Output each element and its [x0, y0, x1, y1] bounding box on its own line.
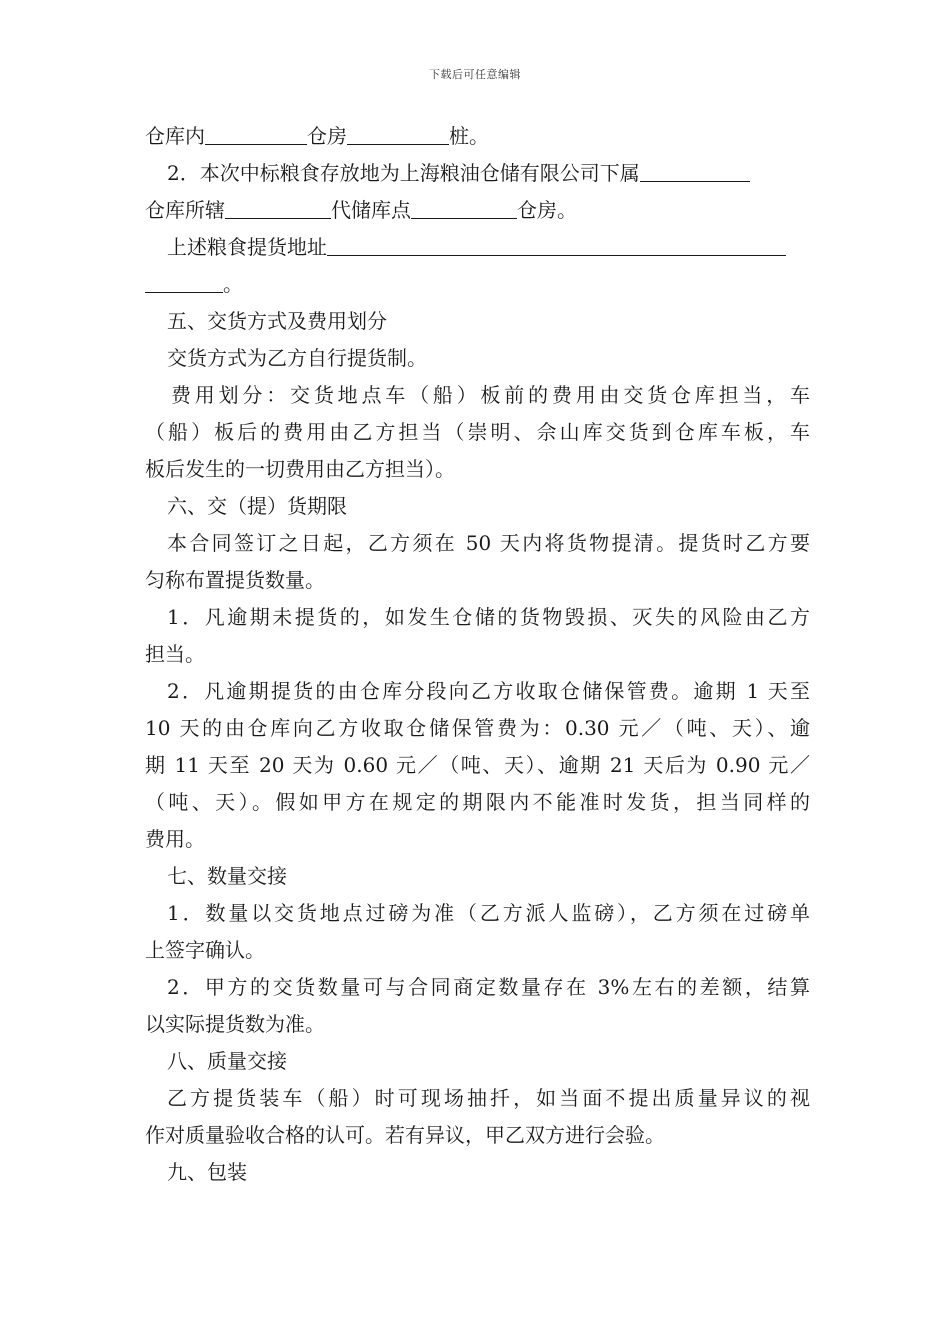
paragraph-line: 期 11 天至 20 天为 0.60 元／（吨、天）、逾期 21 天后为 0.90 元／ [145, 753, 810, 777]
page-header-note: 下载后可任意编辑 [429, 68, 521, 81]
line-text: 。 [223, 272, 243, 296]
paragraph-line: 交货方式为乙方自行提货制。 [167, 346, 427, 370]
paragraph-line: 乙方提货装车（船）时可现场抽扦，如当面不提出质量异议的视 [167, 1086, 810, 1110]
line-text: 代储库点 [331, 198, 411, 222]
paragraph-line: 2．凡逾期提货的由仓库分段向乙方收取仓储保管费。逾期 1 天至 [167, 679, 810, 703]
line-text: 上述粮食提货地址 [167, 235, 327, 259]
fill-blank[interactable] [205, 120, 307, 145]
paragraph-line: 作对质量验收合格的认可。若有异议，甲乙双方进行会验。 [145, 1123, 665, 1147]
section-heading: 七、数量交接 [167, 864, 287, 888]
paragraph-line: （船）板后的费用由乙方担当（崇明、佘山库交货到仓库车板，车 [145, 420, 810, 444]
line-text: 仓库内 [145, 124, 205, 148]
fill-blank[interactable] [145, 268, 223, 293]
paragraph-line: 2．甲方的交货数量可与合同商定数量存在 3%左右的差额，结算 [167, 975, 810, 999]
paragraph-line: 板后发生的一切费用由乙方担当）。 [145, 457, 455, 481]
paragraph-line [145, 155, 810, 192]
paragraph-line: 本合同签订之日起，乙方须在 50 天内将货物提清。提货时乙方要 [167, 531, 810, 555]
paragraph-line [145, 229, 810, 266]
fill-blank[interactable] [640, 157, 750, 182]
paragraph-line: 1．凡逾期未提货的，如发生仓储的货物毁损、灭失的风险由乙方 [167, 605, 810, 629]
paragraph-line: 以实际提货数为准。 [145, 1012, 325, 1036]
fill-blank[interactable] [411, 194, 517, 219]
fill-blank[interactable] [327, 231, 786, 256]
paragraph-line: 1．数量以交货地点过磅为准（乙方派人监磅），乙方须在过磅单 [167, 901, 810, 925]
paragraph-line: 匀称布置提货数量。 [145, 568, 325, 592]
paragraph-line: 费用。 [145, 827, 205, 851]
fill-blank[interactable] [225, 194, 331, 219]
paragraph-line [145, 118, 810, 155]
section-heading: 九、包装 [167, 1160, 247, 1184]
paragraph-line [145, 192, 810, 229]
line-text: 2．本次中标粮食存放地为上海粮油仓储有限公司下属 [167, 161, 640, 185]
paragraph-line: 10 天的由仓库向乙方收取仓储保管费为：0.30 元／（吨、天）、逾 [145, 716, 810, 740]
section-heading: 六、交（提）货期限 [167, 494, 347, 518]
line-text: 仓库所辖 [145, 198, 225, 222]
line-text: 仓房 [307, 124, 347, 148]
paragraph-line: 担当。 [145, 642, 205, 666]
document-body [145, 118, 810, 1191]
paragraph-line: 费用划分：交货地点车（船）板前的费用由交货仓库担当，车 [171, 383, 810, 407]
line-text: 桩。 [449, 124, 489, 148]
section-heading: 五、交货方式及费用划分 [167, 309, 387, 333]
paragraph-line: 上签字确认。 [145, 938, 265, 962]
paragraph-line [145, 266, 810, 303]
fill-blank[interactable] [347, 120, 449, 145]
line-text: 仓房。 [517, 198, 577, 222]
paragraph-line: （吨、天）。假如甲方在规定的期限内不能准时发货，担当同样的 [145, 790, 810, 814]
section-heading: 八、质量交接 [167, 1049, 287, 1073]
